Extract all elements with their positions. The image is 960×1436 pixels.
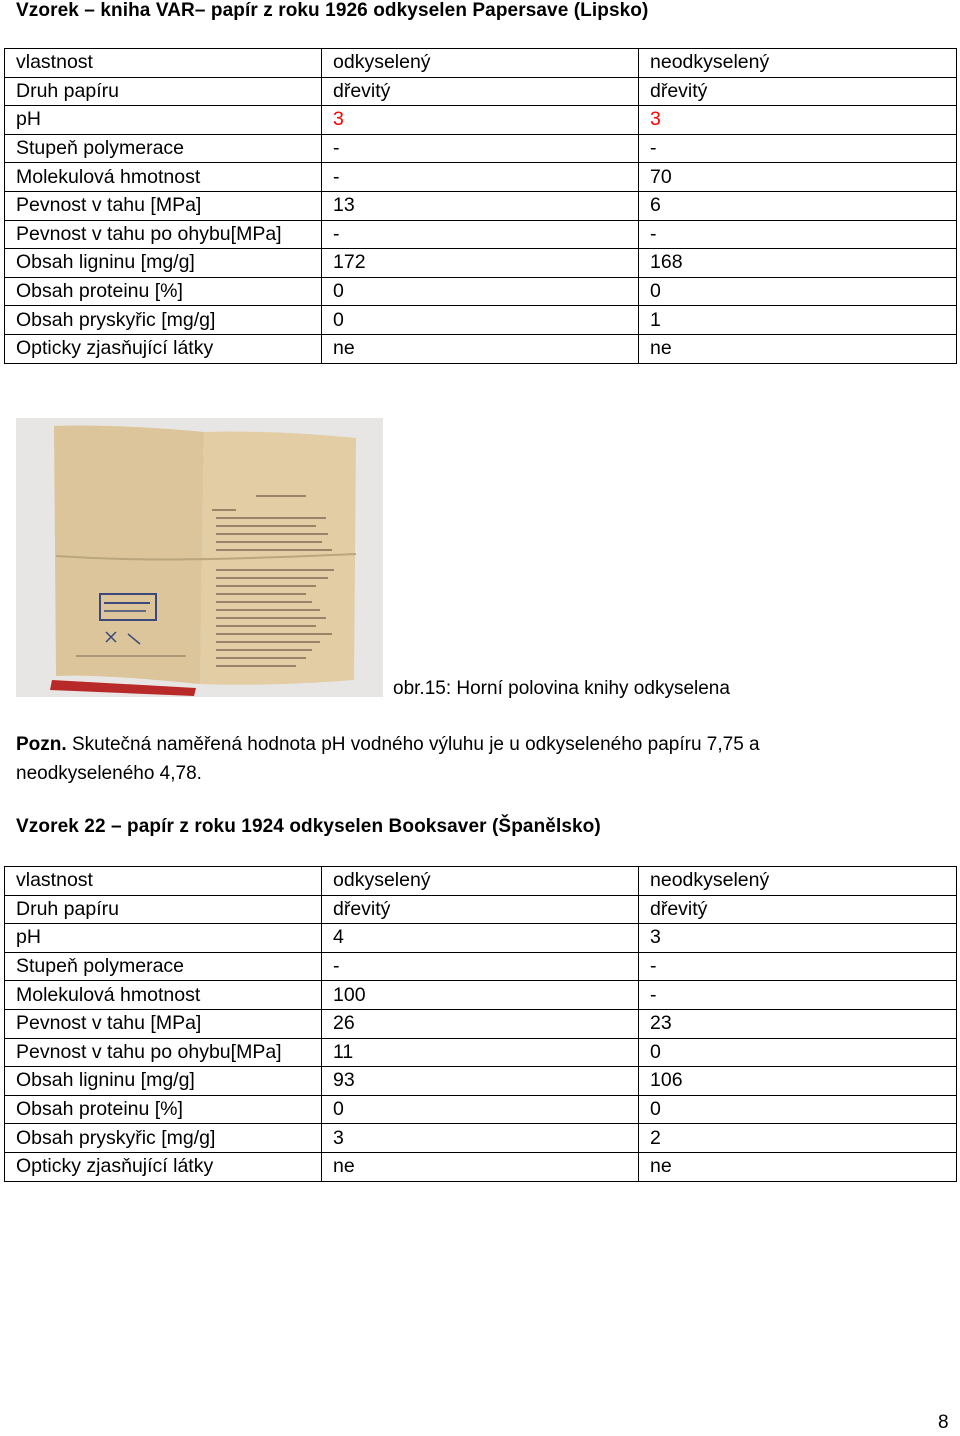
value-cell: 70 [639, 163, 957, 192]
property-cell: Stupeň polymerace [5, 952, 322, 981]
header-cell: neodkyselený [639, 49, 957, 78]
value-cell: ne [322, 334, 639, 363]
value-cell: 3 [322, 106, 639, 135]
value-cell: 3 [639, 106, 957, 135]
value-cell: - [639, 952, 957, 981]
table-row [5, 1067, 957, 1096]
property-cell: pH [5, 106, 322, 135]
note-paragraph [16, 730, 876, 788]
table-header-row [5, 49, 957, 78]
table-row [5, 191, 957, 220]
note-label: Pozn. [16, 734, 67, 755]
value-cell: ne [639, 1152, 957, 1181]
header-cell: vlastnost [5, 867, 322, 896]
value-cell: 93 [322, 1067, 639, 1096]
property-cell: Stupeň polymerace [5, 134, 322, 163]
property-cell: Druh papíru [5, 77, 322, 106]
table-header-row [5, 867, 957, 896]
section2-title: Vzorek 22 – papír z roku 1924 odkyselen Booksaver (Španělsko) [16, 816, 601, 837]
property-cell: Obsah pryskyřic [mg/g] [5, 306, 322, 335]
table-row [5, 981, 957, 1010]
table-row [5, 1009, 957, 1038]
value-cell: 1 [639, 306, 957, 335]
property-cell: Obsah proteinu [%] [5, 277, 322, 306]
property-cell: Obsah ligninu [mg/g] [5, 249, 322, 278]
value-cell: 172 [322, 249, 639, 278]
property-cell: Druh papíru [5, 895, 322, 924]
value-cell: - [639, 220, 957, 249]
value-cell: ne [322, 1152, 639, 1181]
property-cell: Obsah proteinu [%] [5, 1095, 322, 1124]
section1-title: Vzorek – kniha VAR– papír z roku 1926 odkyselen Papersave (Lipsko) [16, 0, 649, 21]
table-row [5, 924, 957, 953]
property-cell: Pevnost v tahu [MPa] [5, 1009, 322, 1038]
header-cell: odkyselený [322, 49, 639, 78]
value-cell: - [639, 981, 957, 1010]
value-cell: 106 [639, 1067, 957, 1096]
table-row [5, 895, 957, 924]
value-cell: 3 [322, 1124, 639, 1153]
header-cell: vlastnost [5, 49, 322, 78]
property-cell: Opticky zjasňující látky [5, 334, 322, 363]
value-cell: 0 [639, 1095, 957, 1124]
figure-caption: obr.15: Horní polovina knihy odkyselena [393, 678, 730, 699]
table-row [5, 220, 957, 249]
table-row [5, 1095, 957, 1124]
value-cell: dřevitý [322, 77, 639, 106]
value-cell: 100 [322, 981, 639, 1010]
value-cell: 168 [639, 249, 957, 278]
value-cell: 6 [639, 191, 957, 220]
value-cell: 0 [639, 277, 957, 306]
property-cell: Molekulová hmotnost [5, 981, 322, 1010]
section2-table-body [5, 867, 957, 1182]
value-cell: 0 [322, 306, 639, 335]
value-cell: - [639, 134, 957, 163]
section2-table [4, 866, 957, 1182]
table-row [5, 163, 957, 192]
value-cell: 26 [322, 1009, 639, 1038]
table-row [5, 306, 957, 335]
property-cell: Obsah ligninu [mg/g] [5, 1067, 322, 1096]
note-text: Skutečná naměřená hodnota pH vodného výluhu je u odkyseleného papíru 7,75 a neodkyseleného 4,78. [16, 734, 760, 784]
value-cell: - [322, 952, 639, 981]
header-cell: odkyselený [322, 867, 639, 896]
value-cell: 4 [322, 924, 639, 953]
value-cell: 0 [639, 1038, 957, 1067]
value-cell: 0 [322, 277, 639, 306]
table-row [5, 952, 957, 981]
table-row [5, 77, 957, 106]
table-row [5, 277, 957, 306]
value-cell: dřevitý [639, 895, 957, 924]
header-cell: neodkyselený [639, 867, 957, 896]
value-cell: ne [639, 334, 957, 363]
property-cell: Pevnost v tahu po ohybu[MPa] [5, 1038, 322, 1067]
value-cell: 2 [639, 1124, 957, 1153]
property-cell: Molekulová hmotnost [5, 163, 322, 192]
property-cell: Pevnost v tahu po ohybu[MPa] [5, 220, 322, 249]
table-row [5, 134, 957, 163]
table-row [5, 249, 957, 278]
property-cell: pH [5, 924, 322, 953]
value-cell: 11 [322, 1038, 639, 1067]
property-cell: Pevnost v tahu [MPa] [5, 191, 322, 220]
section1-table [4, 48, 957, 364]
property-cell: Opticky zjasňující látky [5, 1152, 322, 1181]
table-row [5, 1038, 957, 1067]
value-cell: - [322, 163, 639, 192]
book-photo [16, 418, 383, 697]
value-cell: - [322, 220, 639, 249]
table-row [5, 106, 957, 135]
value-cell: 3 [639, 924, 957, 953]
property-cell: Obsah pryskyřic [mg/g] [5, 1124, 322, 1153]
book-photo-illustration [16, 418, 383, 697]
value-cell: 0 [322, 1095, 639, 1124]
section1-table-body [5, 49, 957, 364]
value-cell: dřevitý [322, 895, 639, 924]
page-number: 8 [938, 1412, 949, 1433]
table-row [5, 1152, 957, 1181]
table-row [5, 334, 957, 363]
value-cell: - [322, 134, 639, 163]
table-row [5, 1124, 957, 1153]
value-cell: 23 [639, 1009, 957, 1038]
value-cell: 13 [322, 191, 639, 220]
value-cell: dřevitý [639, 77, 957, 106]
